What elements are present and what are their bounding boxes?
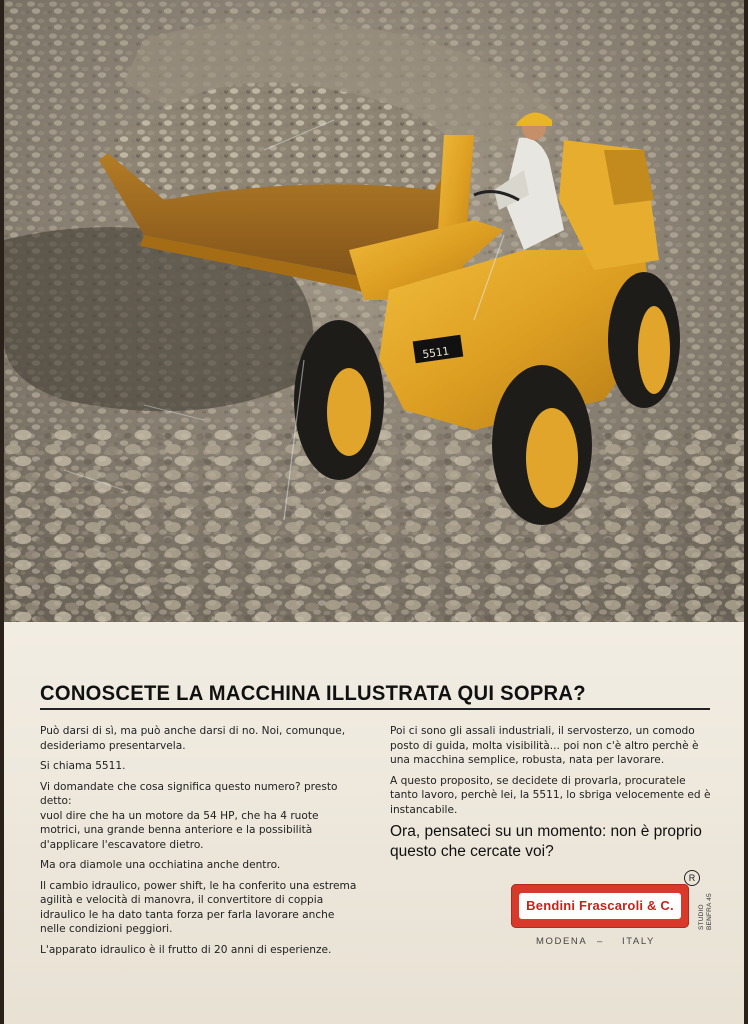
left-paragraph: Il cambio idraulico, power shift, le ha conferito una estrema agilità e velocità di manovra, il convertitore di coppia idraulico le ha dato tanta forza per farla lavorare anche nelle condizioni peggiori. [40,879,357,935]
left-paragraph: L'apparato idraulico è il frutto di 20 anni di esperienze. [40,943,332,956]
registered-mark: R [684,870,700,886]
right-paragraph: Poi ci sono gli assali industriali, il servosterzo, un comodo posto di guida, molta visibilità... poi non c'è altro perchè è una macchina semplice, robusta, nata per lavorare. [390,725,699,766]
left-paragraph: Può darsi di sì, ma può anche darsi di no. Noi, comunque, desideriamo presentarvela. [40,725,346,752]
callout-question: Ora, pensateci su un momento: non è proprio questo che cercate voi? [390,823,702,860]
left-paragraph: Ma ora diamole una occhiatina anche dentro. [40,859,281,871]
headline: CONOSCETE LA MACCHINA ILLUSTRATA QUI SOPRA? [40,682,586,705]
headline-rule [40,708,710,710]
brand-separator: – [597,936,603,947]
brand-logo-plate [519,893,681,919]
brand-city: MODENA [536,936,588,947]
left-paragraph: Si chiama 5511. [40,760,126,772]
left-paragraph: vuol dire che ha un motore da 54 HP, che ha 4 ruote motrici, una grande benna anteriore e la possibilità d'applicare l'escavatore dietro. [40,809,319,851]
left-column [40,724,362,963]
plate-number: 5511 [421,344,450,362]
brand-name: Bendini Frascaroli & C. [526,898,674,913]
left-paragraph: Vi domandate che cosa significa questo numero? presto detto: [40,780,338,807]
loader-photo [4,0,744,622]
brand-logo [511,884,689,928]
right-column [390,724,712,823]
page-edge-right [744,0,748,1024]
right-paragraph: A questo proposito, se decidete di provarla, procuratele tanto lavoro, perchè lei, la 5511, lo sbriga velocemente ed è instancabile. [390,774,711,816]
brand-country: ITALY [622,936,655,947]
studio-credit: STUDIO BENFRA 45 [698,893,713,930]
